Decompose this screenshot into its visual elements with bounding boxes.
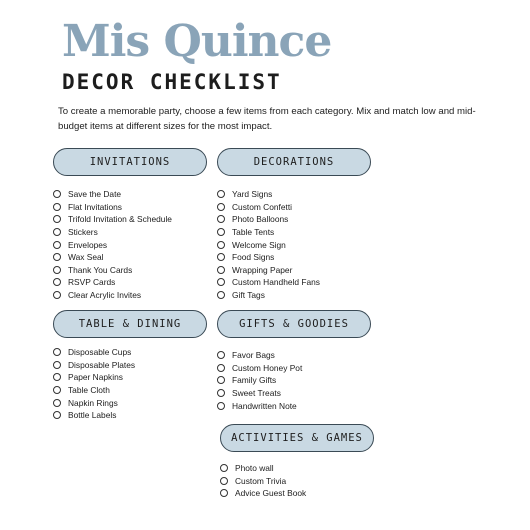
checklist-item — [53, 238, 207, 251]
checkbox-circle-icon[interactable] — [217, 203, 225, 211]
checklist-item-label: RSVP Cards — [68, 277, 116, 288]
checkbox-circle-icon[interactable] — [53, 348, 61, 356]
checkbox-circle-icon[interactable] — [217, 266, 225, 274]
checklist-item — [217, 276, 371, 289]
checklist-decorations — [217, 188, 371, 301]
checklist-item — [53, 213, 207, 226]
checkbox-circle-icon[interactable] — [220, 489, 228, 497]
checklist-item-label: Disposable Plates — [68, 359, 136, 370]
checkbox-circle-icon[interactable] — [53, 203, 61, 211]
checklist-item — [53, 396, 207, 409]
checkbox-circle-icon[interactable] — [217, 228, 225, 236]
checkbox-circle-icon[interactable] — [220, 477, 228, 485]
checkbox-circle-icon[interactable] — [217, 215, 225, 223]
checklist-item — [220, 462, 374, 475]
checklist-item-label: Photo wall — [235, 463, 274, 474]
checklist-item-label: Thank You Cards — [68, 264, 133, 275]
checkbox-circle-icon[interactable] — [53, 361, 61, 369]
checklist-item — [53, 359, 207, 372]
checklist-activities-games — [220, 462, 374, 500]
checklist-item-label: Custom Handheld Fans — [232, 277, 320, 288]
checkbox-circle-icon[interactable] — [217, 190, 225, 198]
checklist-gifts-goodies — [217, 349, 371, 412]
checklist-item — [217, 226, 371, 239]
checklist-item-label: Paper Napkins — [68, 372, 123, 383]
checklist-item — [217, 374, 371, 387]
checklist-item — [217, 251, 371, 264]
checkbox-circle-icon[interactable] — [217, 364, 225, 372]
checklist-item — [217, 213, 371, 226]
checklist-item — [217, 362, 371, 375]
checklist-item — [53, 276, 207, 289]
checklist-item — [53, 264, 207, 277]
checklist-item — [217, 264, 371, 277]
checkbox-circle-icon[interactable] — [53, 228, 61, 236]
checklist-item — [217, 289, 371, 302]
checklist-item — [53, 201, 207, 214]
checkbox-circle-icon[interactable] — [217, 241, 225, 249]
section-header-decorations: DECORATIONS — [217, 148, 371, 176]
checklist-item — [217, 349, 371, 362]
checkbox-circle-icon[interactable] — [53, 190, 61, 198]
checklist-item-label: Family Gifts — [232, 375, 277, 386]
checklist-item-label: Sweet Treats — [232, 388, 281, 399]
checklist-item — [53, 251, 207, 264]
checklist-item-label: Clear Acrylic Invites — [68, 290, 142, 301]
checklist-item-label: Yard Signs — [232, 189, 273, 200]
page-subtitle: DECOR CHECKLIST — [62, 70, 282, 94]
checkbox-circle-icon[interactable] — [53, 373, 61, 381]
checkbox-circle-icon[interactable] — [53, 411, 61, 419]
section-header-table-dining: TABLE & DINING — [53, 310, 207, 338]
checklist-table-dining — [53, 346, 207, 422]
checkbox-circle-icon[interactable] — [53, 291, 61, 299]
section-header-invitations: INVITATIONS — [53, 148, 207, 176]
checklist-item-label: Wax Seal — [68, 252, 104, 263]
checkbox-circle-icon[interactable] — [53, 266, 61, 274]
checklist-item — [217, 238, 371, 251]
checklist-item-label: Welcome Sign — [232, 239, 286, 250]
checkbox-circle-icon[interactable] — [217, 278, 225, 286]
checklist-item — [217, 201, 371, 214]
checklist-item — [53, 289, 207, 302]
checklist-item-label: Advice Guest Book — [235, 488, 307, 499]
checklist-item-label: Trifold Invitation & Schedule — [68, 214, 172, 225]
checklist-item-label: Bottle Labels — [68, 410, 117, 421]
checklist-item-label: Custom Trivia — [235, 475, 287, 486]
checklist-item-label: Photo Balloons — [232, 214, 289, 225]
section-table-dining — [53, 310, 207, 422]
checklist-item — [217, 387, 371, 400]
section-gifts-goodies — [217, 310, 371, 412]
section-invitations — [53, 148, 207, 301]
checklist-item-label: Favor Bags — [232, 350, 275, 361]
section-decorations — [217, 148, 371, 301]
checklist-item-label: Gift Tags — [232, 290, 265, 301]
checklist-item — [53, 188, 207, 201]
checklist-item — [53, 226, 207, 239]
checkbox-circle-icon[interactable] — [217, 389, 225, 397]
checkbox-circle-icon[interactable] — [53, 278, 61, 286]
intro-text: To create a memorable party, choose a few items from each category. Mix and match low and mid-budget items at different sizes for the most impact. — [58, 106, 476, 132]
checkbox-circle-icon[interactable] — [217, 291, 225, 299]
checklist-item-label: Table Tents — [232, 227, 275, 238]
checklist-item-label: Disposable Cups — [68, 347, 132, 358]
checklist-item — [53, 384, 207, 397]
checklist-item-label: Wrapping Paper — [232, 264, 293, 275]
checkbox-circle-icon[interactable] — [217, 402, 225, 410]
checklist-item-label: Flat Invitations — [68, 201, 122, 212]
page-title: Mis Quince — [62, 16, 332, 67]
checkbox-circle-icon[interactable] — [217, 351, 225, 359]
checklist-item-label: Custom Honey Pot — [232, 362, 303, 373]
checklist-item-label: Save the Date — [68, 189, 122, 200]
checklist-item-label: Envelopes — [68, 239, 108, 250]
checklist-item-label: Handwritten Note — [232, 400, 297, 411]
checkbox-circle-icon[interactable] — [53, 215, 61, 223]
checklist-item-label: Stickers — [68, 227, 98, 238]
checklist-item-label: Table Cloth — [68, 385, 110, 396]
checklist-item — [53, 346, 207, 359]
checkbox-circle-icon[interactable] — [53, 386, 61, 394]
section-activities-games — [220, 424, 374, 500]
checkbox-circle-icon[interactable] — [53, 253, 61, 261]
checklist-item — [217, 188, 371, 201]
checklist-item — [53, 409, 207, 422]
checklist-item — [53, 371, 207, 384]
checkbox-circle-icon[interactable] — [53, 399, 61, 407]
checklist-item — [220, 475, 374, 488]
checkbox-circle-icon[interactable] — [217, 253, 225, 261]
checkbox-circle-icon[interactable] — [217, 376, 225, 384]
checklist-item — [220, 487, 374, 500]
checklist-invitations — [53, 188, 207, 301]
checklist-item-label: Napkin Rings — [68, 397, 118, 408]
checklist-item-label: Food Signs — [232, 252, 275, 263]
checklist-item — [217, 399, 371, 412]
section-header-activities-games: ACTIVITIES & GAMES — [220, 424, 374, 452]
checkbox-circle-icon[interactable] — [220, 464, 228, 472]
section-header-gifts-goodies: GIFTS & GOODIES — [217, 310, 371, 338]
checklist-item-label: Custom Confetti — [232, 201, 293, 212]
checkbox-circle-icon[interactable] — [53, 241, 61, 249]
